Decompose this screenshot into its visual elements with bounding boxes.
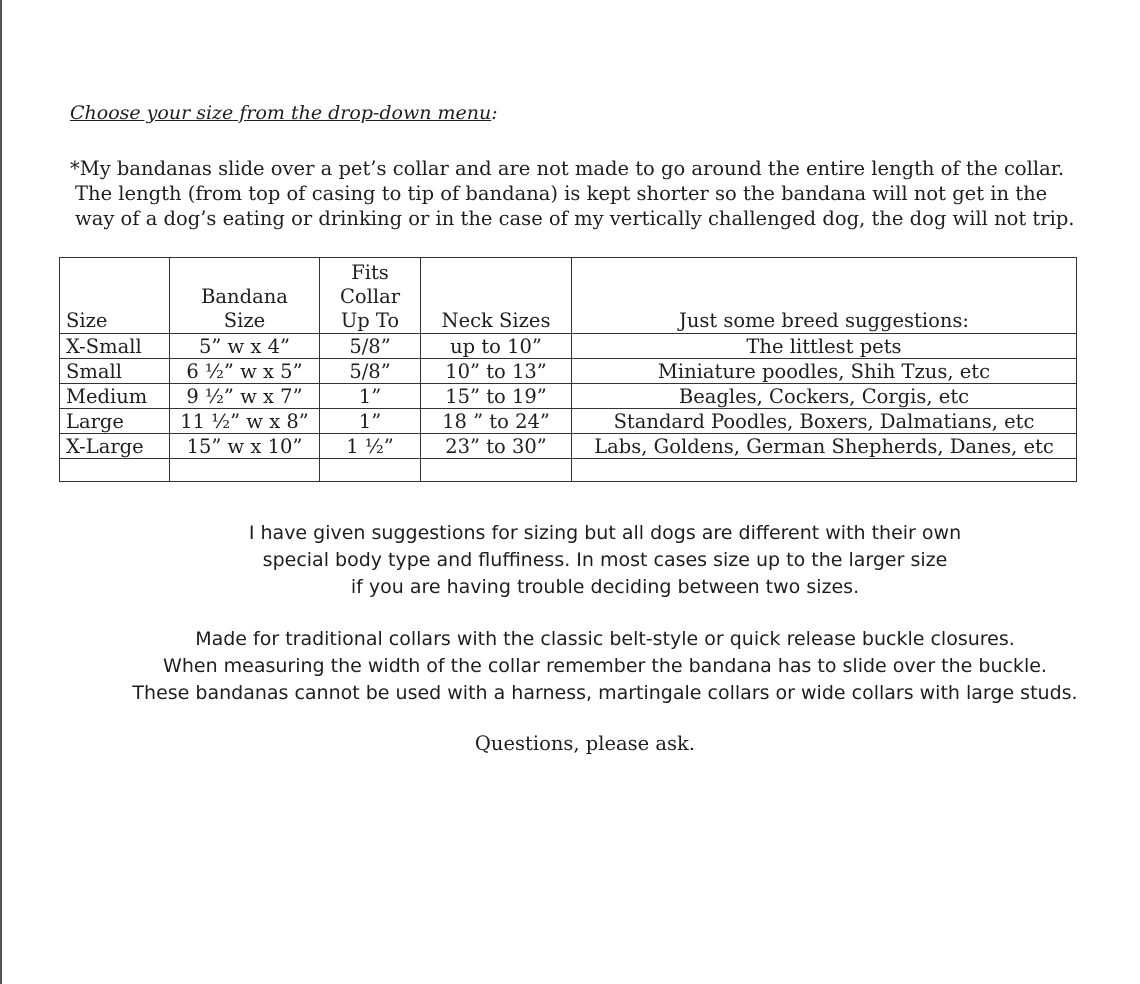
row-neck: 15” to 19” bbox=[421, 384, 572, 409]
header-collar-line-3: Up To bbox=[340, 309, 400, 332]
row-bandana-size: 15” w x 10” bbox=[170, 434, 320, 459]
page-left-border bbox=[0, 0, 2, 984]
row-neck: 10” to 13” bbox=[421, 359, 572, 384]
note1-line-1: I have given suggestions for sizing but all dogs are different with their own bbox=[248, 522, 962, 544]
intro-line-1: *My bandanas slide over a pet’s collar and are not made to go around the entire length of the collar. bbox=[70, 157, 1065, 180]
row-breeds: Labs, Goldens, German Shepherds, Danes, etc bbox=[572, 434, 1077, 459]
row-collar: 1 ½” bbox=[320, 434, 421, 459]
table-row bbox=[60, 434, 1077, 459]
row-breeds: The littlest pets bbox=[572, 334, 1077, 359]
header-neck-sizes: Neck Sizes bbox=[421, 258, 572, 334]
empty-cell bbox=[572, 459, 1077, 482]
table-row bbox=[60, 359, 1077, 384]
note1-line-2: special body type and fluffiness. In most cases size up to the larger size bbox=[262, 549, 948, 571]
header-size: Size bbox=[60, 258, 170, 334]
heading-text: Choose your size from the drop-down menu bbox=[70, 102, 492, 124]
empty-cell bbox=[320, 459, 421, 482]
page-heading bbox=[70, 102, 498, 124]
note2-line-1: Made for traditional collars with the classic belt-style or quick release buckle closures. bbox=[195, 628, 1015, 650]
row-neck: 18 ” to 24” bbox=[421, 409, 572, 434]
table-row bbox=[60, 409, 1077, 434]
row-breeds: Standard Poodles, Boxers, Dalmatians, etc bbox=[572, 409, 1077, 434]
header-collar-line-2: Collar bbox=[339, 285, 401, 308]
note2-line-3: These bandanas cannot be used with a harness, martingale collars or wide collars with large studs. bbox=[132, 682, 1078, 704]
row-collar: 1” bbox=[320, 384, 421, 409]
header-bandana-size bbox=[170, 258, 320, 334]
row-collar: 1” bbox=[320, 409, 421, 434]
intro-line-3: way of a dog’s eating or drinking or in the case of my vertically challenged dog, the dog will not trip. bbox=[75, 207, 1075, 230]
note1-line-3: if you are having trouble deciding between two sizes. bbox=[350, 576, 860, 598]
heading-colon: : bbox=[491, 102, 498, 124]
table-header-row bbox=[60, 258, 1077, 334]
row-bandana-size: 9 ½” w x 7” bbox=[170, 384, 320, 409]
intro-paragraph bbox=[70, 156, 1080, 231]
empty-cell bbox=[421, 459, 572, 482]
row-bandana-size: 6 ½” w x 5” bbox=[170, 359, 320, 384]
header-bandana-line-1: Bandana bbox=[201, 285, 288, 308]
table-empty-row bbox=[60, 459, 1077, 482]
table-row bbox=[60, 334, 1077, 359]
row-size: X-Small bbox=[60, 334, 170, 359]
row-size: Small bbox=[60, 359, 170, 384]
row-breeds: Beagles, Cockers, Corgis, etc bbox=[572, 384, 1077, 409]
size-chart-table bbox=[59, 257, 1077, 482]
intro-line-2: The length (from top of casing to tip of bandana) is kept shorter so the bandana will not get in the bbox=[75, 182, 1048, 205]
row-size: Medium bbox=[60, 384, 170, 409]
row-neck: up to 10” bbox=[421, 334, 572, 359]
row-breeds: Miniature poodles, Shih Tzus, etc bbox=[572, 359, 1077, 384]
collar-compatibility-note bbox=[40, 626, 1140, 707]
row-size: Large bbox=[60, 409, 170, 434]
header-collar-line-1: Fits bbox=[351, 261, 389, 284]
header-breeds: Just some breed suggestions: bbox=[572, 258, 1077, 334]
row-collar: 5/8” bbox=[320, 334, 421, 359]
row-size: X-Large bbox=[60, 434, 170, 459]
header-fits-collar bbox=[320, 258, 421, 334]
row-bandana-size: 11 ½” w x 8” bbox=[170, 409, 320, 434]
empty-cell bbox=[170, 459, 320, 482]
sizing-suggestion-note bbox=[40, 520, 1140, 601]
row-bandana-size: 5” w x 4” bbox=[170, 334, 320, 359]
header-bandana-line-2: Size bbox=[223, 309, 266, 332]
questions-line: Questions, please ask. bbox=[474, 732, 696, 755]
empty-cell bbox=[60, 459, 170, 482]
table-row bbox=[60, 384, 1077, 409]
note2-line-2: When measuring the width of the collar remember the bandana has to slide over the buckle. bbox=[163, 655, 1047, 677]
row-collar: 5/8” bbox=[320, 359, 421, 384]
row-neck: 23” to 30” bbox=[421, 434, 572, 459]
